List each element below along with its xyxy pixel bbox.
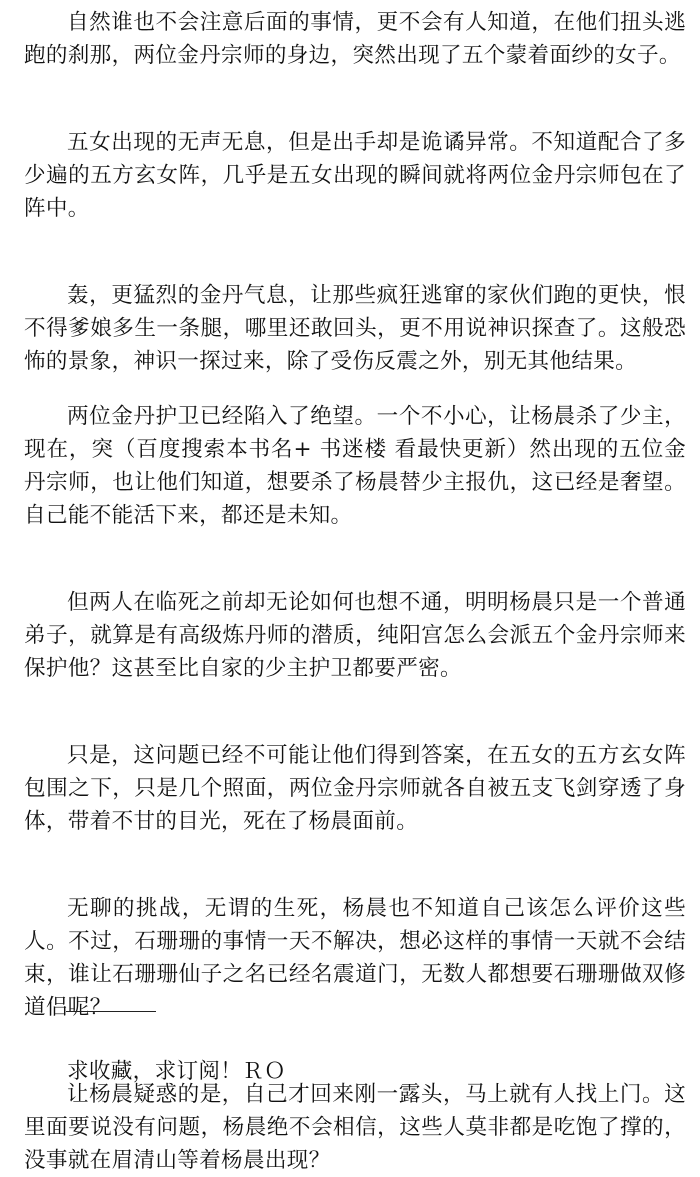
paragraph-3: 轰，更猛烈的金丹气息，让那些疯狂逃窜的家伙们跑的更快，恨不得爹娘多生一条腿，哪里还敢回头，更不用说神识探查了。这般恐怖的景象，神识一探过来，除了受伤反震之外，别无其他结果。 [24,283,686,374]
paragraph-2: 五女出现的无声无息，但是出手却是诡谲异常。不知道配合了多少遍的五方玄女阵，几乎是五女出现的瞬间就将两位金丹宗师包在了阵中。 [24,130,686,221]
paragraph-7: 无聊的挑战，无谓的生死，杨晨也不知道自己该怎么评价这些人。不过，石珊珊的事情一天不解决，想必这样的事情一天就不会结束，谁让石珊珊仙子之名已经名震道门，无数人都想要石珊珊做双修道侣呢？ [24,896,686,1020]
author-footer-note: 求收藏，求订阅！ＲＯ [67,1059,286,1084]
section-divider [66,1011,156,1012]
paragraph-1: 自然谁也不会注意后面的事情，更不会有人知道，在他们扭头逃跑的刹那，两位金丹宗师的身边，突然出现了五个蒙着面纱的女子。 [24,10,686,68]
paragraph-5: 但两人在临死之前却无论如何也想不通，明明杨晨只是一个普通弟子，就算是有高级炼丹师的潜质，纯阳宫怎么会派五个金丹宗师来保护他？这甚至比自家的少主护卫都要严密。 [24,590,686,681]
paragraph-4: 两位金丹护卫已经陷入了绝望。一个不小心，让杨晨杀了少主，现在，突（百度搜索本书名+ 书迷楼 看最快更新）然出现的五位金丹宗师，也让他们知道，想要杀了杨晨替少主报仇，这已经是奢望。自己能不能活下来，都还是未知。 [24,404,686,528]
paragraph-6: 只是，这问题已经不可能让他们得到答案，在五女的五方玄女阵包围之下，只是几个照面，两位金丹宗师就各自被五支飞剑穿透了身体，带着不甘的目光，死在了杨晨面前。 [24,743,686,834]
paragraph-8: 让杨晨疑惑的是，自己才回来刚一露头，马上就有人找上门。这里面要说没有问题，杨晨绝不会相信，这些人莫非都是吃饱了撑的，没事就在眉清山等着杨晨出现？ [24,1082,686,1173]
